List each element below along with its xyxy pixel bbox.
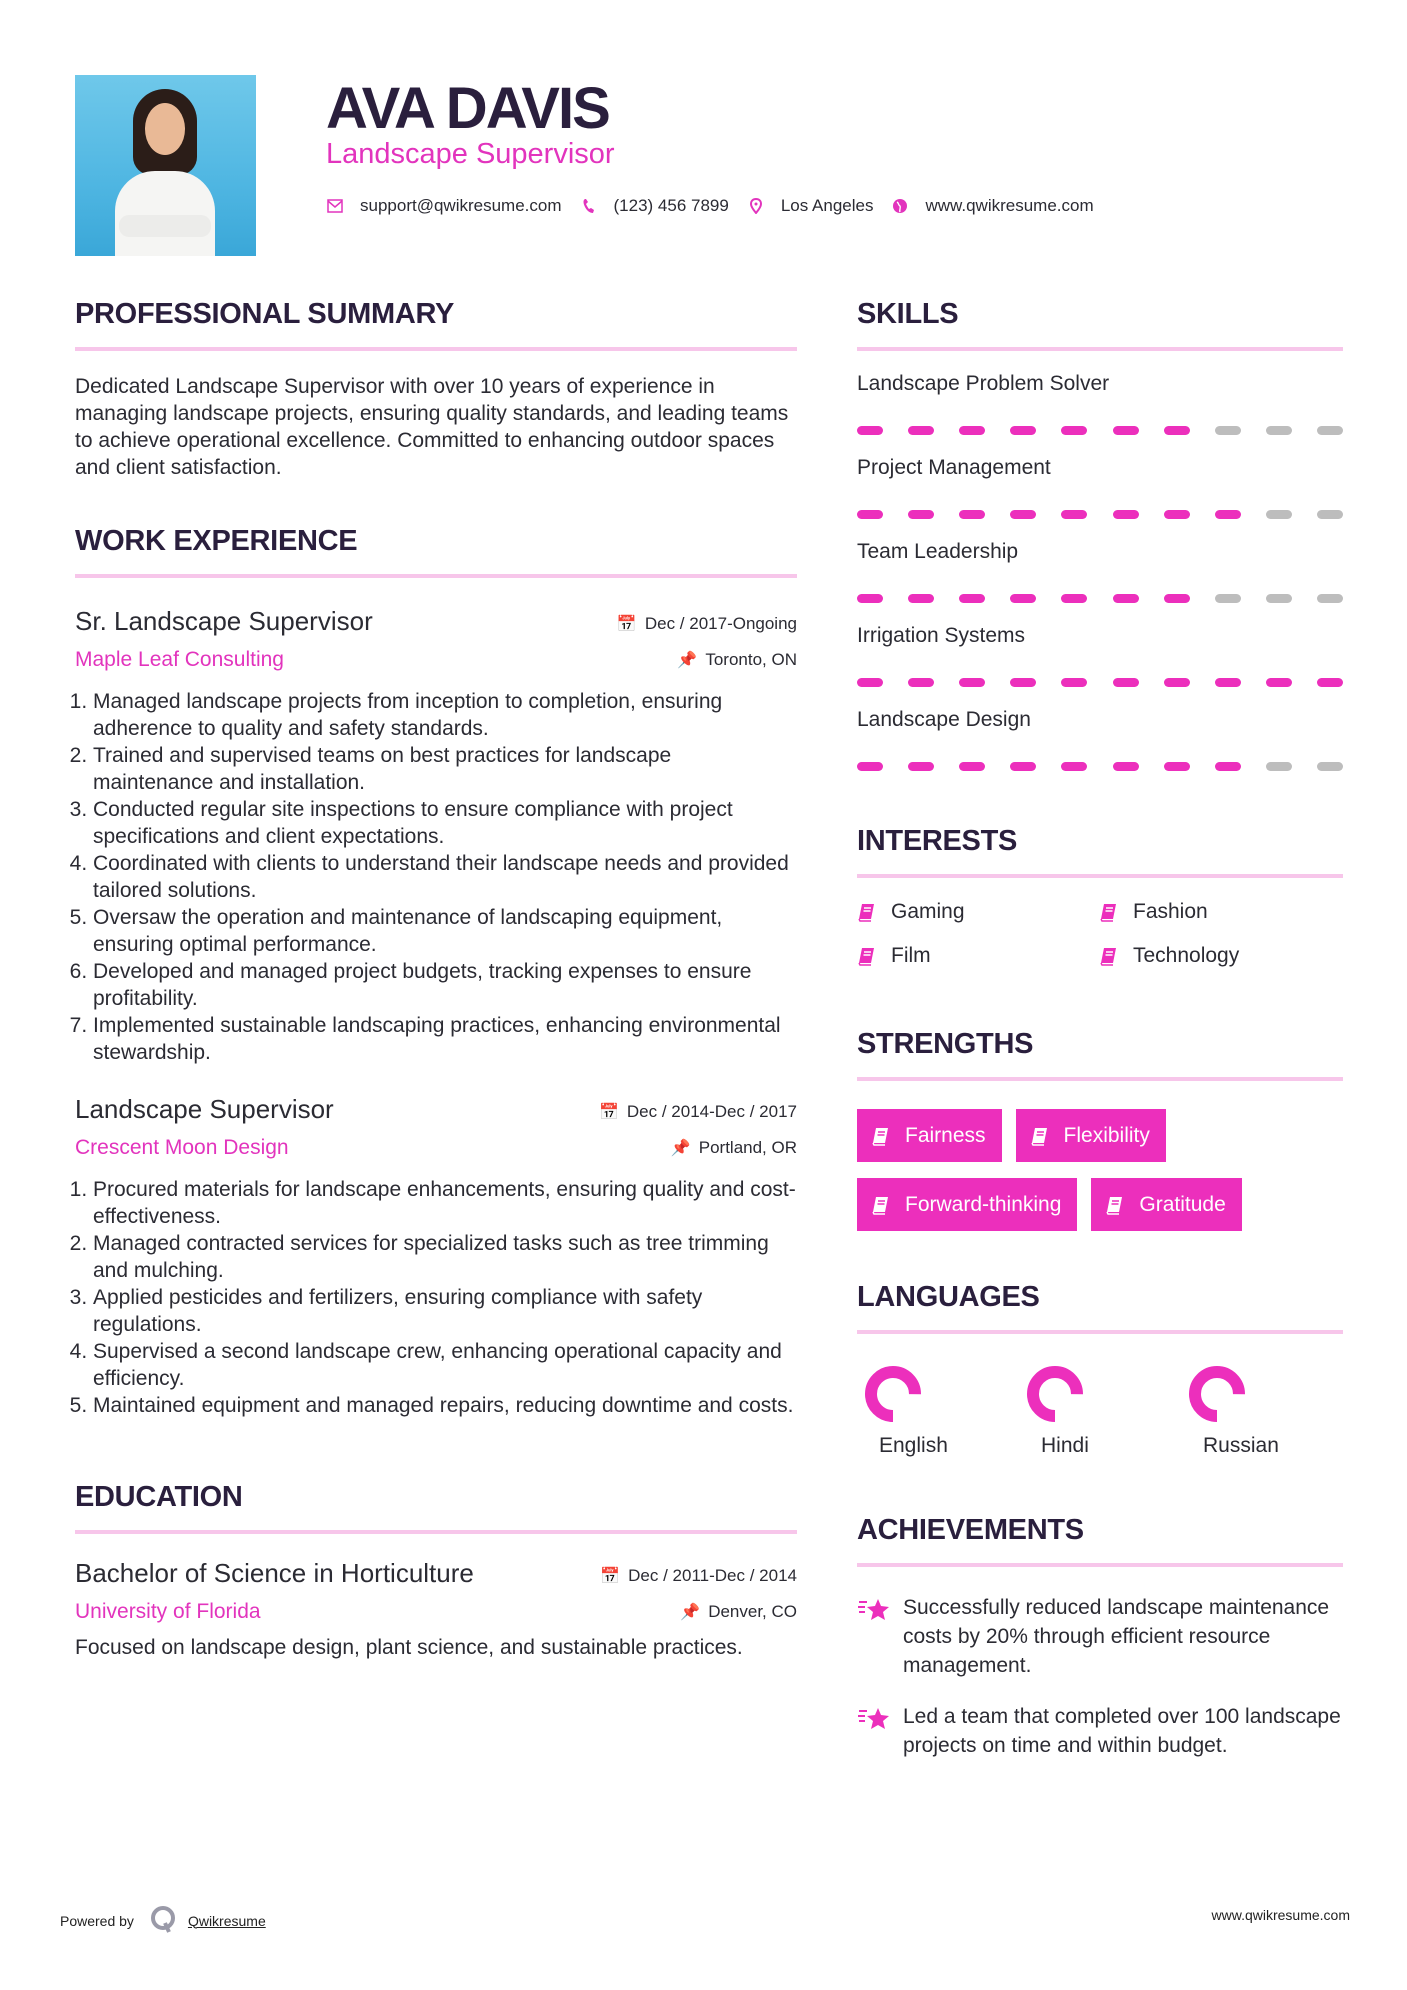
strength-label: Forward-thinking (905, 1192, 1062, 1216)
language-proficiency-ring (863, 1364, 923, 1424)
job-bullet: 2. Managed contracted services for specialized tasks such as tree trimming and mulching. (93, 1230, 797, 1284)
contact-email[interactable]: support@qwikresume.com (360, 196, 562, 215)
pushpin-icon: 📌 (670, 1140, 691, 1157)
skill-level-dot (1317, 594, 1343, 603)
section-divider (75, 574, 797, 578)
skill-level-dot (857, 762, 883, 771)
achievements-section (857, 1516, 1343, 1760)
job-dates: Dec / 2014-Dec / 2017 (626, 1102, 797, 1121)
section-divider (857, 347, 1343, 351)
company-name: Crescent Moon Design (75, 1136, 289, 1159)
skill-item (857, 709, 1343, 771)
skill-level-dot (857, 510, 883, 519)
profile-photo (75, 75, 256, 256)
section-title-strengths: STRENGTHS (857, 1028, 1034, 1060)
skill-level-dot (1215, 678, 1241, 687)
skill-level-dot (1061, 594, 1087, 603)
skill-item (857, 541, 1343, 603)
language-item (1181, 1364, 1343, 1458)
right-column (857, 300, 1343, 1760)
globe-icon (891, 197, 909, 215)
book-icon (871, 1126, 905, 1146)
candidate-name: AVA DAVIS (326, 76, 609, 141)
language-item (1019, 1364, 1181, 1458)
skill-level-dot (959, 510, 985, 519)
job-bullets (75, 1176, 797, 1419)
skill-level-dot (1266, 510, 1292, 519)
skill-level-dot (1010, 510, 1036, 519)
skill-level-dot (1215, 594, 1241, 603)
skill-level-dot (1266, 426, 1292, 435)
strength-chip (1016, 1109, 1166, 1162)
skill-level-dot (959, 678, 985, 687)
skill-rating (857, 510, 1343, 519)
skill-rating (857, 426, 1343, 435)
job-bullet: 5. Oversaw the operation and maintenance of landscaping equipment, ensuring optimal performance. (93, 904, 797, 958)
footer-powered-by (60, 1905, 266, 1936)
achievement-item (857, 1593, 1343, 1680)
skill-level-dot (1215, 762, 1241, 771)
skill-level-dot (1061, 762, 1087, 771)
footer-website[interactable]: www.qwikresume.com (1211, 1907, 1350, 1923)
skill-level-dot (857, 678, 883, 687)
interests-section (857, 827, 1343, 968)
job-bullet: 2. Trained and supervised teams on best practices for landscape maintenance and installation. (93, 742, 797, 796)
job-bullet: 6. Developed and managed project budgets, tracking expenses to ensure profitability. (93, 958, 797, 1012)
shooting-star-icon (857, 1596, 891, 1624)
job-entry (75, 608, 797, 1066)
book-icon (1099, 902, 1133, 922)
section-title-work: WORK EXPERIENCE (75, 525, 358, 557)
section-title-skills: SKILLS (857, 298, 959, 330)
job-location: Portland, OR (698, 1138, 797, 1157)
skill-name: Irrigation Systems (857, 624, 1026, 647)
pushpin-icon: 📌 (677, 652, 698, 669)
job-entry (75, 1096, 797, 1419)
contact-phone[interactable]: (123) 456 7899 (613, 196, 729, 215)
book-icon (1105, 1195, 1139, 1215)
achievement-item (857, 1702, 1343, 1760)
skill-level-dot (1113, 594, 1139, 603)
skills-section (857, 300, 1343, 771)
achievement-text: Led a team that completed over 100 landscape projects on time and within budget. (903, 1705, 1341, 1757)
contact-location: Los Angeles (780, 196, 874, 215)
candidate-title: Landscape Supervisor (326, 138, 615, 170)
strength-chip (857, 1109, 1002, 1162)
degree-title: Bachelor of Science in Horticulture (75, 1558, 474, 1588)
job-bullet: 4. Coordinated with clients to understand their landscape needs and provided tailored solutions. (93, 850, 797, 904)
skill-level-dot (1215, 510, 1241, 519)
contact-website[interactable]: www.qwikresume.com (925, 196, 1094, 215)
skill-rating (857, 594, 1343, 603)
skill-name: Landscape Problem Solver (857, 372, 1110, 395)
job-location: Toronto, ON (705, 650, 797, 669)
skill-level-dot (1010, 594, 1036, 603)
job-bullet: 3. Conducted regular site inspections to ensure compliance with project specifications and client expectations. (93, 796, 797, 850)
skill-level-dot (1010, 678, 1036, 687)
skill-level-dot (959, 762, 985, 771)
skill-level-dot (1113, 678, 1139, 687)
strength-label: Fairness (905, 1123, 986, 1147)
calendar-icon: 📅 (616, 616, 637, 633)
strength-label: Flexibility (1063, 1123, 1150, 1147)
skill-level-dot (959, 426, 985, 435)
section-divider (857, 874, 1343, 878)
skill-level-dot (959, 594, 985, 603)
skill-level-dot (1010, 426, 1036, 435)
work-section (75, 527, 797, 1419)
section-divider (857, 1563, 1343, 1567)
skill-level-dot (1164, 426, 1190, 435)
book-icon (1030, 1126, 1064, 1146)
section-divider (75, 1530, 797, 1534)
skill-level-dot (1215, 426, 1241, 435)
language-name: English (879, 1434, 948, 1457)
company-name: Maple Leaf Consulting (75, 648, 284, 671)
job-bullets (75, 688, 797, 1066)
interest-label: Gaming (891, 900, 965, 923)
skill-level-dot (1164, 678, 1190, 687)
job-bullet: 7. Implemented sustainable landscaping practices, enhancing environmental stewardship. (93, 1012, 797, 1066)
interest-item (1099, 900, 1341, 924)
qwikresume-logo-icon (150, 1905, 176, 1936)
section-divider (857, 1330, 1343, 1334)
section-divider (857, 1077, 1343, 1081)
job-title: Landscape Supervisor (75, 1094, 334, 1124)
skill-level-dot (1061, 678, 1087, 687)
education-location: Denver, CO (708, 1602, 797, 1621)
skill-level-dot (1266, 678, 1292, 687)
skill-level-dot (1113, 426, 1139, 435)
skill-level-dot (1317, 678, 1343, 687)
skill-level-dot (1317, 762, 1343, 771)
skill-level-dot (1266, 594, 1292, 603)
book-icon (871, 1195, 905, 1215)
job-bullet: 3. Applied pesticides and fertilizers, ensuring compliance with safety regulations. (93, 1284, 797, 1338)
skill-level-dot (1010, 762, 1036, 771)
skill-level-dot (908, 762, 934, 771)
strength-chip (1091, 1178, 1241, 1231)
job-bullet: 1. Managed landscape projects from inception to completion, ensuring adherence to quality and safety standards. (93, 688, 797, 742)
skill-level-dot (908, 510, 934, 519)
language-proficiency-ring (1187, 1364, 1247, 1424)
shooting-star-icon (857, 1705, 891, 1733)
interest-item (857, 900, 1099, 924)
book-icon (857, 946, 891, 966)
job-bullet: 1. Procured materials for landscape enhancements, ensuring quality and cost-effectiveness. (93, 1176, 797, 1230)
language-proficiency-ring (1025, 1364, 1085, 1424)
calendar-icon: 📅 (598, 1104, 619, 1121)
job-dates: Dec / 2017-Ongoing (644, 614, 797, 633)
skill-level-dot (908, 594, 934, 603)
education-section (75, 1483, 797, 1661)
skill-name: Project Management (857, 456, 1051, 479)
interest-label: Technology (1133, 944, 1240, 967)
section-title-achievements: ACHIEVEMENTS (857, 1514, 1084, 1546)
interest-label: Film (891, 944, 931, 967)
language-name: Russian (1203, 1434, 1279, 1457)
skill-level-dot (857, 426, 883, 435)
interest-label: Fashion (1133, 900, 1208, 923)
summary-section (75, 300, 797, 481)
skill-level-dot (1266, 762, 1292, 771)
skill-item (857, 373, 1343, 435)
achievement-text: Successfully reduced landscape maintenance costs by 20% through efficient resource management. (903, 1596, 1330, 1677)
skill-level-dot (1317, 426, 1343, 435)
section-title-summary: PROFESSIONAL SUMMARY (75, 298, 455, 330)
book-icon (1099, 946, 1133, 966)
job-title: Sr. Landscape Supervisor (75, 606, 373, 636)
skill-level-dot (1164, 594, 1190, 603)
skill-level-dot (857, 594, 883, 603)
skill-name: Landscape Design (857, 708, 1031, 731)
skill-level-dot (1164, 762, 1190, 771)
interest-item (857, 944, 1099, 968)
section-title-education: EDUCATION (75, 1481, 243, 1513)
book-icon (857, 902, 891, 922)
skill-level-dot (908, 426, 934, 435)
skill-rating (857, 762, 1343, 771)
summary-text: Dedicated Landscape Supervisor with over 10 years of experience in managing landscape projects, ensuring quality standards, and leading teams to achieve operational excellence. Committed to enhancing outdoor spaces and client satisfaction. (75, 375, 789, 479)
languages-section (857, 1283, 1343, 1458)
section-title-languages: LANGUAGES (857, 1281, 1040, 1313)
skill-item (857, 625, 1343, 687)
skill-level-dot (1113, 762, 1139, 771)
education-dates: Dec / 2011-Dec / 2014 (628, 1566, 797, 1585)
phone-icon (580, 197, 598, 215)
skill-level-dot (1061, 510, 1087, 519)
email-icon (326, 197, 344, 215)
school-name: University of Florida (75, 1600, 261, 1623)
language-item (857, 1364, 1019, 1458)
contact-bar (326, 196, 1112, 216)
interest-item (1099, 944, 1341, 968)
job-bullet: 4. Supervised a second landscape crew, enhancing operational capacity and efficiency. (93, 1338, 797, 1392)
section-title-interests: INTERESTS (857, 825, 1018, 857)
calendar-icon: 📅 (600, 1568, 621, 1585)
job-bullet: 5. Maintained equipment and managed repairs, reducing downtime and costs. (93, 1392, 797, 1419)
skill-level-dot (908, 678, 934, 687)
education-description: Focused on landscape design, plant science, and sustainable practices. (75, 1636, 743, 1659)
language-name: Hindi (1041, 1434, 1089, 1457)
pushpin-icon: 📌 (680, 1604, 701, 1621)
strengths-section (857, 1030, 1343, 1231)
skill-level-dot (1164, 510, 1190, 519)
skill-item (857, 457, 1343, 519)
strength-chip (857, 1178, 1077, 1231)
powered-by-label: Powered by (60, 1912, 134, 1929)
strength-label: Gratitude (1139, 1192, 1226, 1216)
skill-name: Team Leadership (857, 540, 1019, 563)
section-divider (75, 347, 797, 351)
skill-level-dot (1317, 510, 1343, 519)
qwikresume-link[interactable]: Qwikresume (187, 1912, 266, 1929)
left-column (75, 300, 797, 1661)
skill-level-dot (1113, 510, 1139, 519)
skill-rating (857, 678, 1343, 687)
education-entry (75, 1560, 797, 1661)
skill-level-dot (1061, 426, 1087, 435)
location-pin-icon (747, 197, 765, 215)
